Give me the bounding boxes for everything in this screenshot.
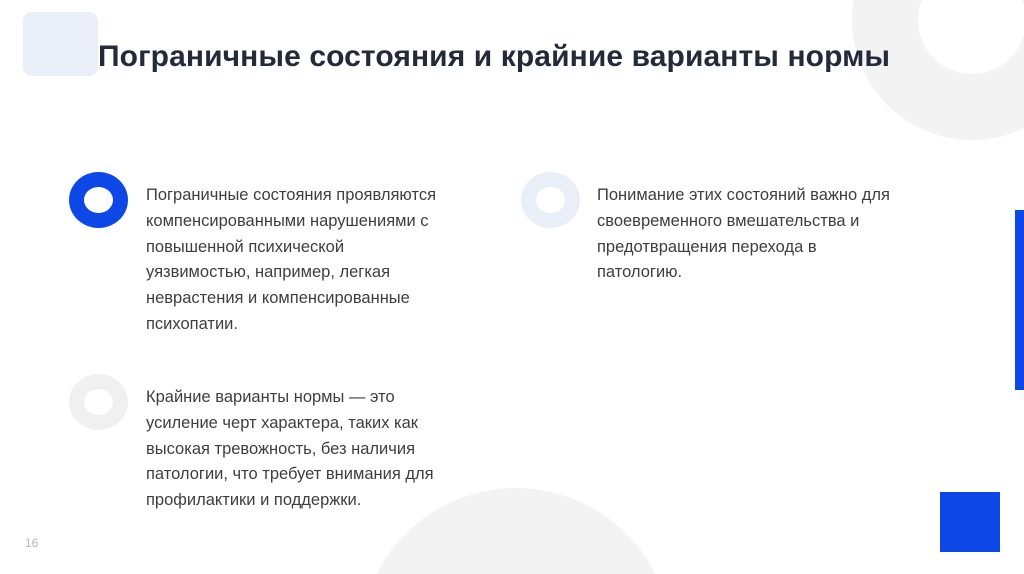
decorative-rounded-square xyxy=(23,12,98,76)
text-line: Крайние варианты нормы — это xyxy=(146,388,395,406)
text-line: уязвимостью, например, легкая xyxy=(146,263,391,282)
slide-title: Пограничные состояния и крайние варианты нормы xyxy=(98,40,891,73)
bullet-ring-icon xyxy=(521,172,580,228)
text-block-borderline-states xyxy=(146,183,491,338)
decorative-blue-square xyxy=(940,492,1000,552)
text-block-understanding xyxy=(597,183,942,286)
bullet-ring-icon xyxy=(69,374,128,430)
text-line: Пограничные состояния проявляются xyxy=(146,186,436,204)
text-line: своевременного вмешательства и xyxy=(597,211,860,230)
text-block-extreme-variants xyxy=(146,385,491,514)
text-line: Понимание этих состояний важно для xyxy=(597,186,890,204)
text-line: высокая тревожность, без наличия xyxy=(146,439,416,458)
text-line: патологию. xyxy=(597,263,683,282)
text-line: предотвращения перехода в xyxy=(597,237,817,256)
text-line: усиление черт характера, таких как xyxy=(146,413,419,432)
page-number: 16 xyxy=(25,536,39,550)
text-line: компенсированными нарушениями с xyxy=(146,211,429,230)
text-line: повышенной психической xyxy=(146,237,345,256)
text-line: патологии, что требует внимания для xyxy=(146,465,434,484)
text-line: неврастения и компенсированные xyxy=(146,289,410,308)
text-line: профилактики и поддержки. xyxy=(146,491,362,510)
bullet-ring-icon xyxy=(69,172,128,228)
decorative-accent-bar xyxy=(1015,210,1024,390)
text-line: психопатии. xyxy=(146,314,238,333)
